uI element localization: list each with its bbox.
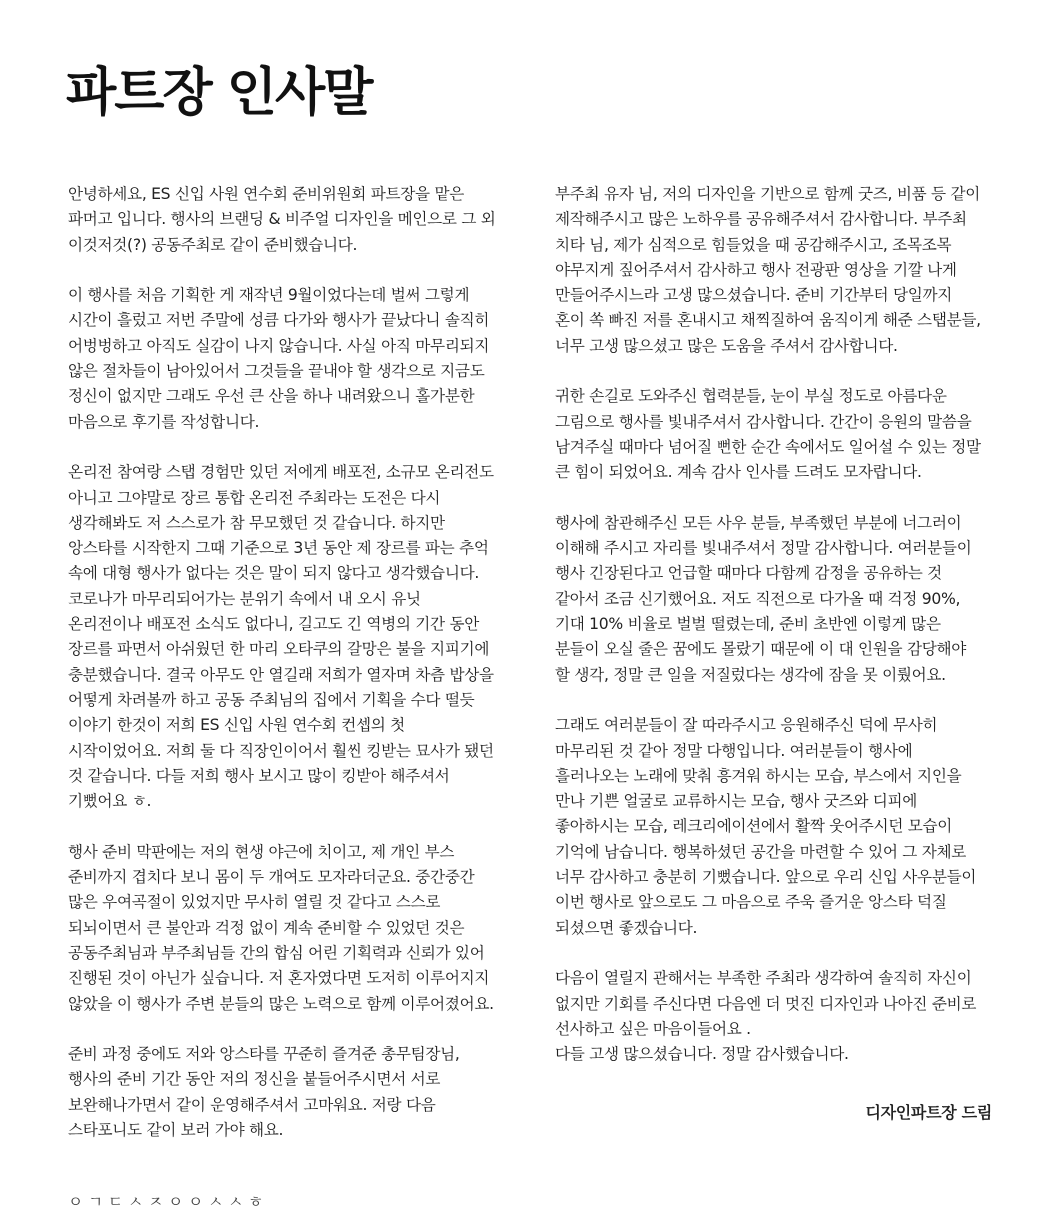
text-line: 진행된 것이 아닌가 싶습니다. 저 혼자였다면 도저히 이루어지지	[68, 969, 490, 988]
text-line: 만들어주시느라 고생 많으셨습니다. 준비 기간부터 당일까지	[555, 286, 953, 305]
text-line: 기억에 남습니다. 행복하셨던 공간을 마련할 수 있어 그 자체로	[555, 842, 967, 861]
text-line: 온리전이나 배포전 소식도 없다니, 길고도 긴 역병의 기간 동안	[68, 615, 480, 634]
text-line: 보완해나가면서 같이 운영해주셔서 고마워요. 저랑 다음	[68, 1095, 436, 1114]
text-line: 분들이 오실 줄은 꿈에도 몰랐기 때문에 이 대 인원을 감당해야	[555, 640, 967, 659]
paragraph	[68, 182, 518, 258]
text-line: 없지만 기회를 주신다면 다음엔 더 멋진 디자인과 나아진 준비로	[555, 994, 977, 1013]
text-line: 행사 긴장된다고 언급할 때마다 다함께 감정을 공유하는 것	[555, 564, 942, 583]
text-line: 선사하고 싶은 마음이들어요 .	[555, 1019, 751, 1038]
text-line: 준비까지 겹치다 보니 몸이 두 개여도 모자라더군요. 중간중간	[68, 868, 475, 887]
text-line: 너무 고생 많으셨고 많은 도움을 주셔서 감사합니다.	[555, 336, 898, 355]
text-line: 않은 절차들이 남아있어서 그것들을 끝내야 할 생각으로 지금도	[68, 362, 485, 381]
text-line: 부주최 유자 님, 저의 디자인을 기반으로 함께 굿즈, 비품 등 같이	[555, 185, 980, 203]
cutoff-text	[68, 1190, 308, 1211]
paragraph	[68, 460, 518, 814]
text-line: 이번 행사로 앞으로도 그 마음으로 주욱 즐거운 앙스타 덕질	[555, 893, 947, 912]
text-line: 되셨으면 좋겠습니다.	[555, 918, 698, 937]
text-line: 야무지게 짚어주셔서 감사하고 행사 전광판 영상을 기깔 나게	[555, 260, 957, 279]
right-column	[555, 182, 1005, 1067]
text-line: 공동주최님과 부주최님들 간의 합심 어린 기획력과 신뢰가 있어	[68, 943, 485, 962]
text-line: 너무 감사하고 충분히 기뻤습니다. 앞으로 우리 신입 사우분들이	[555, 868, 977, 887]
paragraph	[68, 283, 518, 435]
text-line: 파머고 입니다. 행사의 브랜딩 & 비주얼 디자인을 메인으로 그 외	[68, 210, 496, 229]
text-line: 만나 기쁜 얼굴로 교류하시는 모습, 행사 굿즈와 디피에	[555, 792, 918, 811]
text-line: 마음으로 후기를 작성합니다.	[68, 412, 260, 431]
text-line: 같아서 조금 신기했어요. 저도 직전으로 다가올 때 걱정 90%,	[555, 589, 961, 608]
page-title: 파트장 인사말	[66, 63, 372, 123]
text-line: 이야기 한것이 저희 ES 신입 사원 연수회 컨셉의 첫	[68, 716, 405, 735]
text-line: 큰 힘이 되었어요. 계속 감사 인사를 드려도 모자랍니다.	[555, 463, 922, 482]
text-line: 많은 우여곡절이 있었지만 무사히 열릴 것 같다고 스스로	[68, 893, 441, 912]
text-line: 귀한 손길로 도와주신 협력분들, 눈이 부실 정도로 아름다운	[555, 387, 947, 406]
signature: 디자인파트장 드림	[865, 1103, 992, 1122]
text-line: 치타 님, 제가 심적으로 힘들었을 때 공감해주시고, 조목조목	[555, 235, 952, 254]
text-line: 행사에 참관해주신 모든 사우 분들, 부족했던 부분에 너그러이	[555, 513, 962, 532]
paragraph	[555, 713, 1005, 941]
text-line: 시작이었어요. 저희 둘 다 직장인이어서 훨씬 킹받는 묘사가 됐던	[68, 741, 494, 760]
text-line: 않았을 이 행사가 주변 분들의 많은 노력으로 함께 이루어졌어요.	[68, 994, 494, 1013]
text-line: 앙스타를 시작한지 그때 기준으로 3년 동안 제 장르를 파는 추억	[68, 539, 489, 558]
text-line: 어벙벙하고 아직도 실감이 나지 않습니다. 사실 아직 마무리되지	[68, 336, 490, 355]
paragraph	[68, 1042, 518, 1143]
text-line: 할 생각, 정말 큰 일을 저질렀다는 생각에 잠을 못 이뤘어요.	[555, 665, 946, 684]
text-line: 아니고 그야말로 장르 통합 온리전 주최라는 도전은 다시	[68, 488, 441, 507]
text-line: 시간이 흘렀고 저번 주말에 성큼 다가와 행사가 끝났다니 솔직히	[68, 311, 490, 330]
text-line: 이해해 주시고 자리를 빛내주셔서 정말 감사합니다. 여러분들이	[555, 539, 972, 558]
text-line: 제작해주시고 많은 노하우를 공유해주셔서 감사합니다. 부주최	[555, 210, 967, 229]
paragraph	[68, 840, 518, 1017]
text-line: 온리전 참여랑 스탭 경험만 있던 저에게 배포전, 소규모 온리전도	[68, 463, 494, 482]
text-line: 좋아하시는 모습, 레크리에이션에서 활짝 웃어주시던 모습이	[555, 817, 953, 836]
text-line: 충분했습니다. 결국 아무도 안 열길래 저희가 열자며 차츰 밥상을	[68, 665, 494, 684]
text-line: 정신이 없지만 그래도 우선 큰 산을 하나 내려왔으니 홀가분한	[68, 387, 475, 406]
text-line: 생각해봐도 저 스스로가 참 무모했던 것 같습니다. 하지만	[68, 513, 445, 532]
text-line: 코로나가 마무리되어가는 분위기 속에서 내 오시 유닛	[68, 589, 421, 608]
text-line: 되뇌이면서 큰 불안과 걱정 없이 계속 준비할 수 있었던 것은	[68, 918, 465, 937]
paragraph	[555, 182, 1005, 359]
cutoff-line: ㅇ ㄱ ㄷ ㅅ ㅈ ㅇ ㅇ ㅅ ㅅ ㅎ	[68, 1193, 264, 1211]
text-line: 기대 10% 비율로 벌벌 떨렸는데, 준비 초반엔 이렇게 많은	[555, 615, 941, 634]
text-line: 이것저것(?) 공동주최로 같이 준비했습니다.	[68, 235, 358, 254]
text-line: 안녕하세요, ES 신입 사원 연수회 준비위원회 파트장을 맡은	[68, 185, 464, 203]
paragraph	[555, 966, 1005, 1067]
text-line: 스타포니도 같이 보러 가야 해요.	[68, 1120, 284, 1139]
text-line: 그래도 여러분들이 잘 따라주시고 응원해주신 덕에 무사히	[555, 716, 938, 735]
text-line: 준비 과정 중에도 저와 앙스타를 꾸준히 즐겨준 총무팀장님,	[68, 1045, 460, 1064]
text-line: 남겨주실 때마다 넘어질 뻔한 순간 속에서도 일어설 수 있는 정말	[555, 437, 981, 456]
text-line: 행사의 준비 기간 동안 저의 정신을 붙들어주시면서 서로	[68, 1070, 441, 1089]
text-line: 그림으로 행사를 빛내주셔서 감사합니다. 간간이 응원의 말씀을	[555, 412, 972, 431]
text-line: 다음이 열릴지 관해서는 부족한 주최라 생각하여 솔직히 자신이	[555, 969, 972, 988]
text-line: 속에 대형 행사가 없다는 것은 말이 되지 않다고 생각했습니다.	[68, 564, 480, 583]
text-line: 이 행사를 처음 기획한 게 재작년 9월이었다는데 벌써 그렇게	[68, 286, 470, 305]
text-line: 혼이 쏙 빠진 저를 혼내시고 채찍질하여 움직이게 해준 스탭분들,	[555, 311, 981, 330]
text-line: 기뻤어요 ㅎ.	[68, 792, 152, 811]
paragraph	[555, 511, 1005, 688]
text-line: 행사 준비 막판에는 저의 현생 야근에 치이고, 제 개인 부스	[68, 842, 455, 861]
text-line: 어떻게 차려볼까 하고 공동 주최님의 집에서 기획을 수다 떨듯	[68, 690, 475, 709]
paragraph	[555, 384, 1005, 485]
left-column	[68, 182, 518, 1143]
text-line: 장르를 파면서 아쉬웠던 한 마리 오타쿠의 갈망은 불을 지피기에	[68, 640, 490, 659]
text-line: 마무리된 것 같아 정말 다행입니다. 여러분들이 행사에	[555, 741, 913, 760]
text-line: 흘러나오는 노래에 맞춰 흥겨워 하시는 모습, 부스에서 지인을	[555, 766, 962, 785]
text-line: 다들 고생 많으셨습니다. 정말 감사했습니다.	[555, 1045, 849, 1064]
text-line: 것 같습니다. 다들 저희 행사 보시고 많이 킹받아 해주셔서	[68, 766, 450, 785]
